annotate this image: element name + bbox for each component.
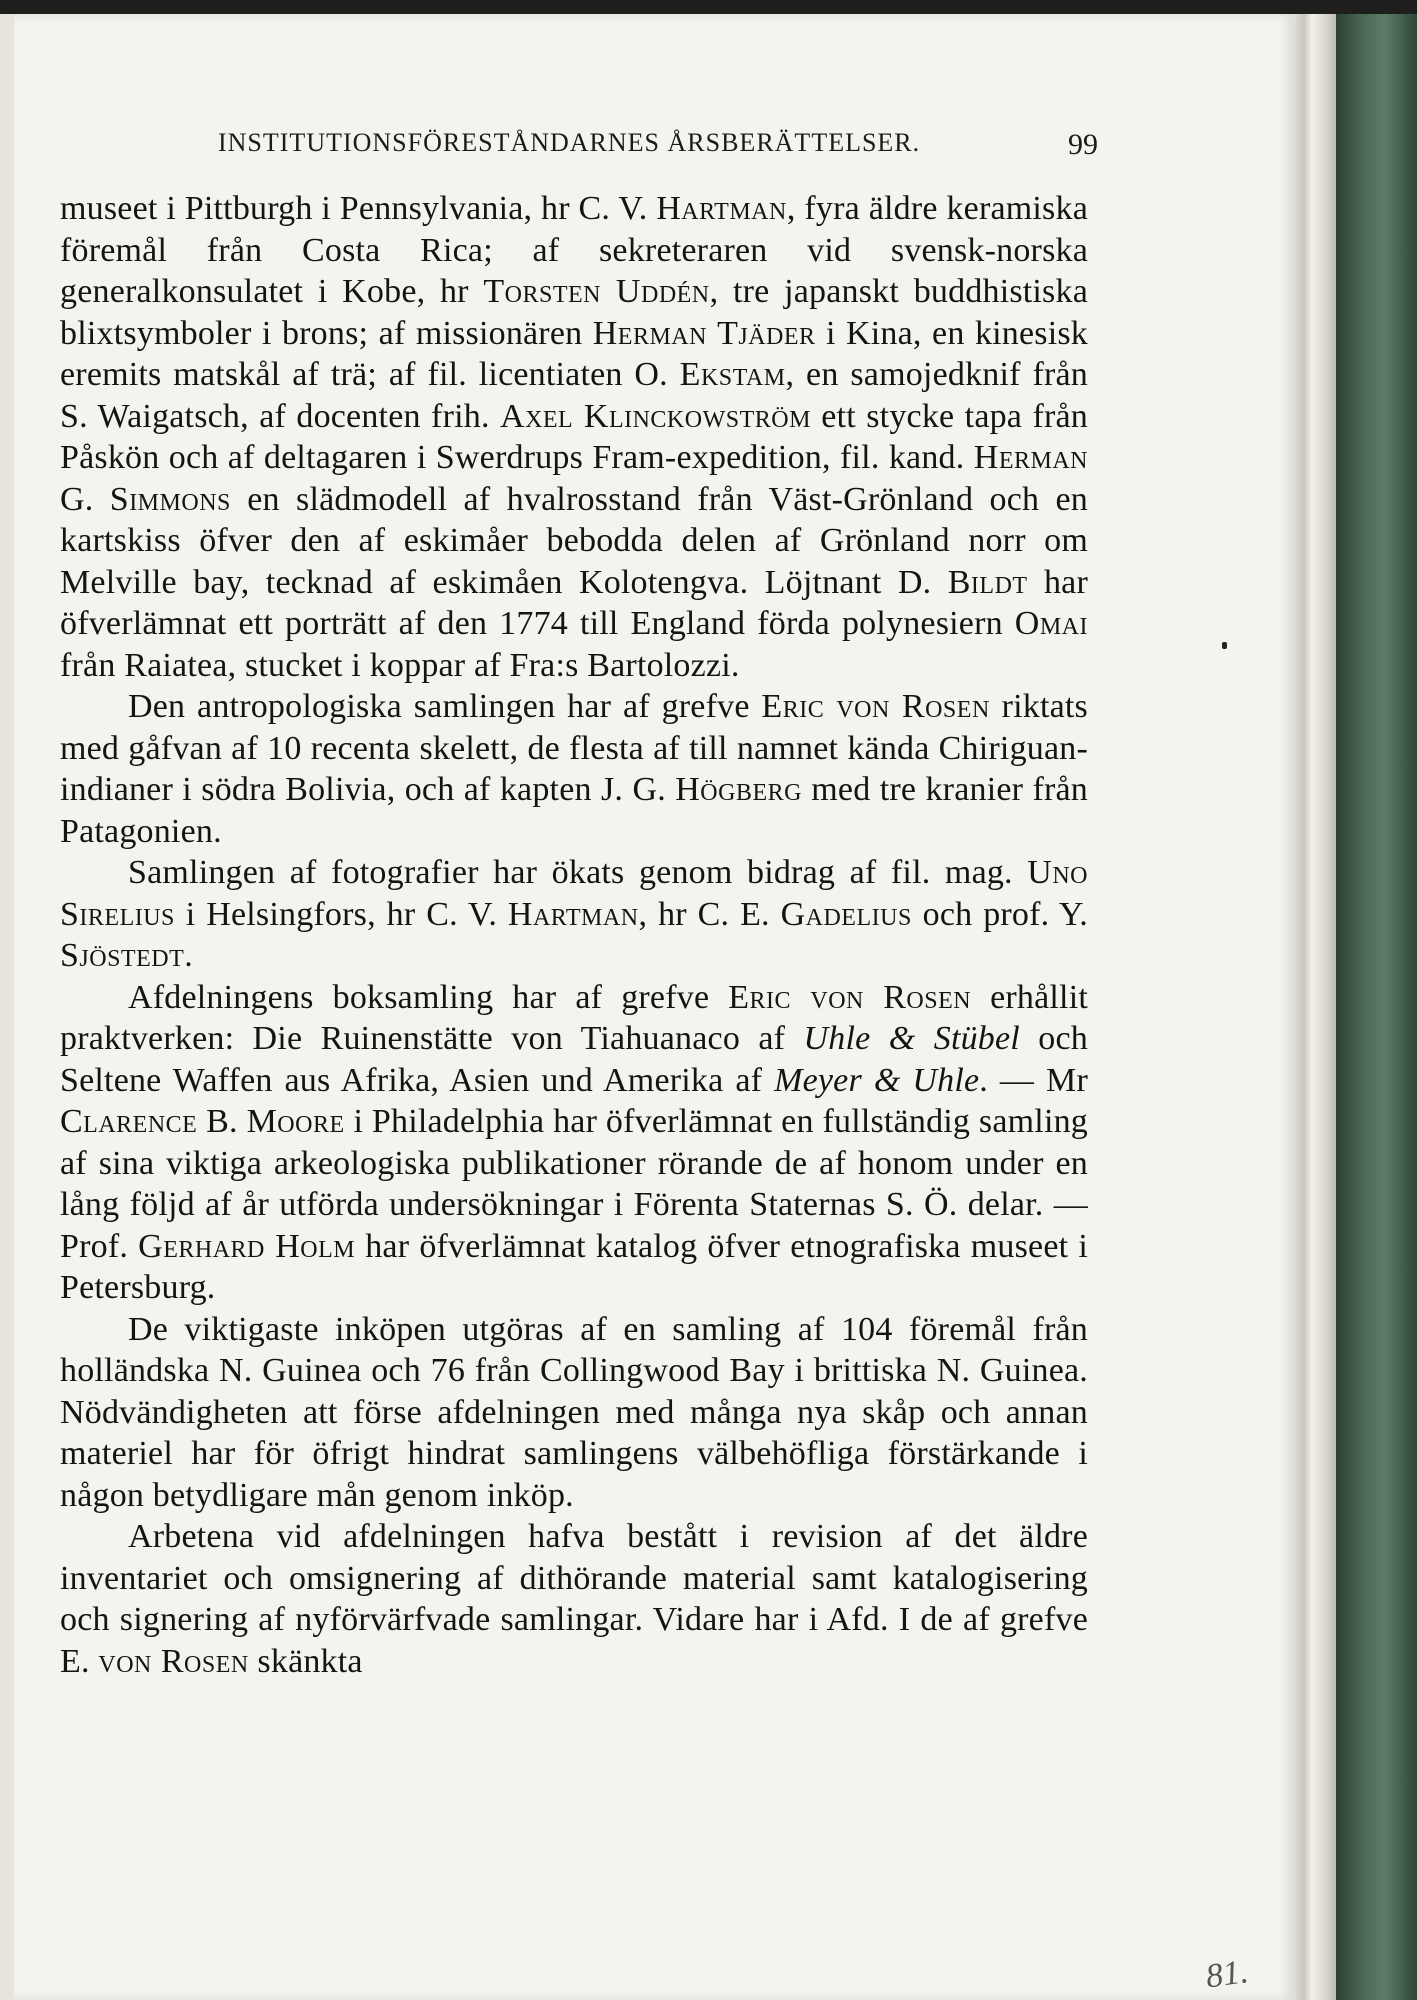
italic-text: Uhle & Stübel xyxy=(803,1020,1020,1057)
text-run: . xyxy=(184,937,193,974)
text-run: ett stycke tapa från Påskön och af deltagaren i Swerdrups Fram-expedition, fil. kand. xyxy=(60,397,1088,476)
person-name: Simmons xyxy=(109,480,231,518)
person-name: von Rosen xyxy=(98,1642,249,1680)
text-run: en slädmodell af hvalrosstand från Väst-Grönland och en kartskiss öfver den af eskimåer bebodda delen af Grönland norr om Melville bay, tecknad af eskimåen Kolotengva. Löjtnant D. xyxy=(60,480,1088,601)
scan-top-strip xyxy=(0,0,1417,14)
text-run: med tre kranier från Patagonien. xyxy=(60,771,1088,850)
ink-speck xyxy=(1222,642,1227,649)
person-name: Herman xyxy=(973,439,1088,476)
running-title: INSTITUTIONSFÖRESTÅNDARNES ÅRSBERÄTTELSER. xyxy=(218,128,921,157)
text-run: i Helsingfors, hr C. V. xyxy=(174,895,508,933)
paragraph xyxy=(60,1309,1088,1517)
text-run: och Seltene Waffen aus Afrika, Asien und Amerika af xyxy=(60,1020,1088,1099)
text-run: har öfverlämnat katalog öfver etnografiska museet i Petersburg. xyxy=(60,1227,1088,1306)
text-run: museet i Pittburgh i Pennsylvania, hr C. V. xyxy=(60,190,657,227)
person-name: Gadelius xyxy=(780,895,912,933)
text-run: . — Mr xyxy=(979,1061,1088,1099)
text-run: från Raiatea, stucket i koppar af Fra:s Bartolozzi. xyxy=(60,646,740,684)
text-run: skänkta xyxy=(248,1642,363,1680)
person-name: Hartman xyxy=(656,190,787,227)
text-run: riktats med gåfvan af 10 recenta skelett, de flesta af till namnet kända Chiriguan-indianer i södra Bolivia, och af kapten J. G. xyxy=(60,688,1088,808)
text-run: , fyra äldre keramiska föremål från Costa Rica; af sekreteraren vid svensk-norska generalkonsulatet i Kobe, hr xyxy=(60,190,1088,310)
paragraph xyxy=(60,852,1088,977)
person-name: Sjöstedt xyxy=(60,937,185,974)
text-run: Afdelningens boksamling har af grefve xyxy=(128,978,729,1016)
person-name: Torsten Uddén xyxy=(483,273,710,310)
text-run: B. xyxy=(197,1103,247,1140)
paragraph xyxy=(60,188,1088,686)
text-run: Arbetena vid afdelningen hafva bestått i revision af det äldre inventariet och omsignering af dithörande material samt katalogisering och signering af nyförvärfvade samlingar. Vidare har i Afd. I de af grefve E. xyxy=(60,1518,1088,1680)
pencil-annotation: 81. xyxy=(1203,1953,1251,1996)
person-name: Uno Sirelius xyxy=(60,854,1088,933)
text-run: erhållit praktverken: Die Ruinenstätte von Tiahuanaco af xyxy=(60,978,1088,1057)
page-number: 99 xyxy=(1068,128,1098,161)
person-name: Moore xyxy=(246,1103,345,1140)
paragraph xyxy=(60,686,1088,852)
text-run: De viktigaste inköpen utgöras af en samling af 104 föremål från holländska N. Guinea och 76 från Collingwood Bay i brittiska N. Guinea. Nödvändigheten att förse afdelningen med många nya skåp och annan materiel har för öfrigt hindrat samlingens välbehöfliga förstärkande i någon betydligare mån genom inköp. xyxy=(60,1310,1088,1514)
text-run: Samlingen af fotografier har ökats genom bidrag af fil. mag. xyxy=(128,854,1028,891)
person-name: Högberg xyxy=(675,771,802,808)
paragraph xyxy=(60,1516,1088,1682)
text-run: , en samojedknif från S. Waigatsch, af docenten frih. xyxy=(60,356,1088,435)
person-name: Gerhard Holm xyxy=(138,1227,356,1265)
text-run: Den antropologiska samlingen har af grefve xyxy=(128,688,762,725)
running-header xyxy=(218,128,1098,168)
text-run: G. xyxy=(60,480,110,518)
person-name: Omai xyxy=(1014,605,1088,642)
italic-text: Meyer & Uhle xyxy=(774,1061,980,1099)
person-name: Axel Klinckowström xyxy=(500,397,811,435)
text-run: i Philadelphia har öfverlämnat en fullständig samling af sina viktiga arkeologiska publikationer rörande de af honom under en lång följd af år utförda undersökningar i Förenta Staternas S. Ö. delar. — Prof. xyxy=(60,1103,1088,1265)
person-name: Eric von Rosen xyxy=(761,688,990,725)
text-run: i Kina, en kinesisk eremits matskål af trä; af fil. licentiaten O. xyxy=(60,314,1088,393)
person-name: Eric von Rosen xyxy=(728,978,972,1016)
text-run: har öfverlämnat ett porträtt af den 1774 till England förda polynesiern xyxy=(60,563,1088,642)
person-name: Clarence xyxy=(60,1103,198,1140)
person-name: Bildt xyxy=(947,563,1028,601)
body-text xyxy=(60,188,1088,1682)
person-name: Ekstam xyxy=(679,356,786,393)
paragraph xyxy=(60,977,1088,1309)
person-name: Herman Tjäder xyxy=(592,314,816,352)
text-run: , tre japanskt buddhistiska blixtsymboler i brons; af missionären xyxy=(60,273,1088,352)
book-cover xyxy=(1336,14,1417,2000)
page-edges xyxy=(1296,14,1336,2000)
text-run: , hr C. E. xyxy=(638,895,781,933)
text-run: och prof. Y. xyxy=(911,895,1088,933)
person-name: Hartman xyxy=(507,895,639,933)
